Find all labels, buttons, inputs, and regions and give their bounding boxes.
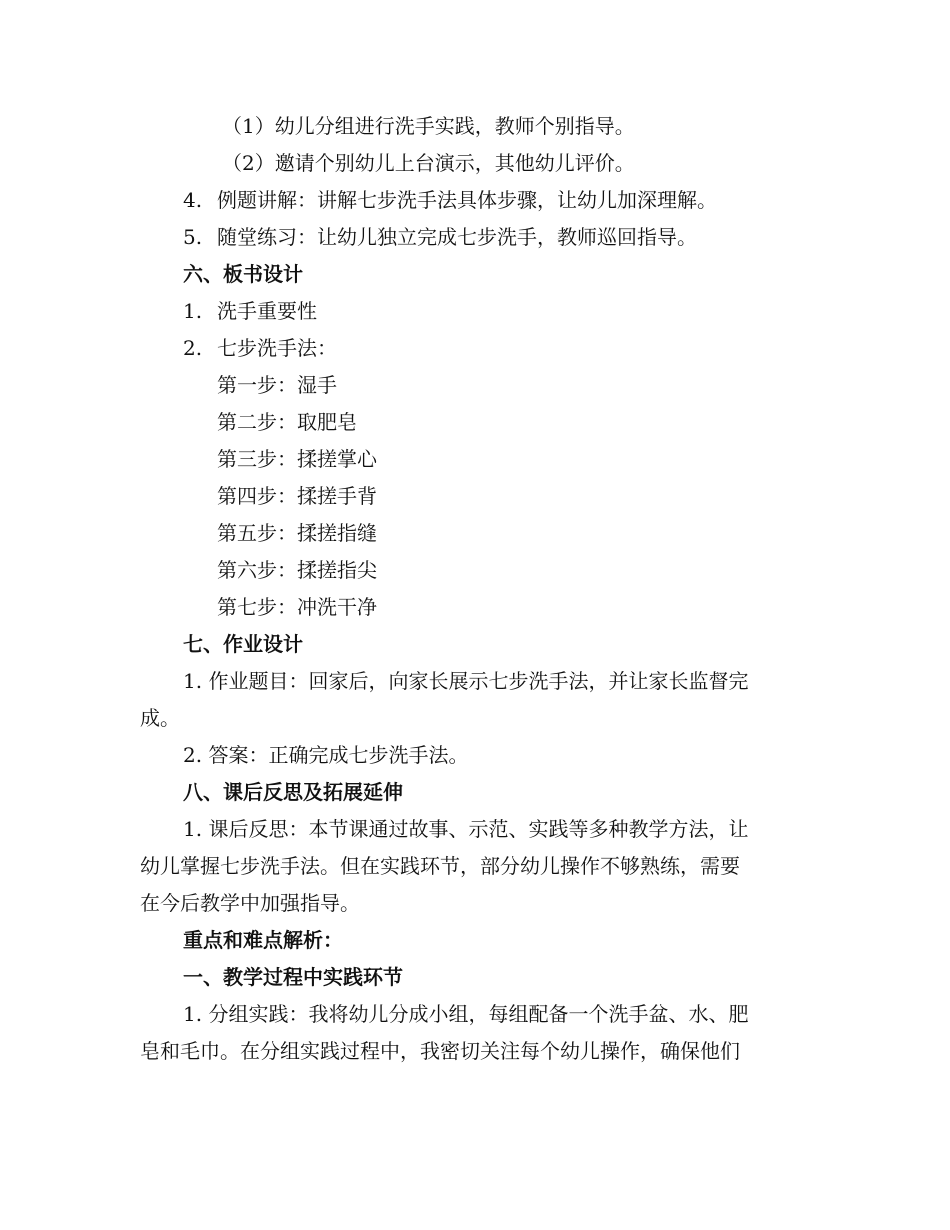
section-heading-8: 八、课后反思及拓展延伸 [183,780,403,804]
homework-answer: 2. 答案：正确完成七步洗手法。 [183,743,469,767]
homework-line-1: 1. 作业题目：回家后，向家长展示七步洗手法，并让家长监督完 [183,669,749,693]
step-line: 第四步：揉搓手背 [217,484,377,508]
board-item-1 [183,299,950,323]
section-heading-6: 六、板书设计 [183,262,303,286]
analysis-subheading: 一、教学过程中实践环节 [183,965,403,989]
reflection-line-1: 1. 课后反思：本节课通过故事、示范、实践等多种教学方法，让 [183,817,749,841]
process-item-5 [183,225,950,249]
item-number: 4. [183,188,203,212]
analysis-heading: 重点和难点解析： [183,928,343,952]
item-text: 随堂练习：让幼儿独立完成七步洗手，教师巡回指导。 [217,225,697,249]
step-line: 第三步：揉搓掌心 [217,447,377,471]
analysis-para-line-1: 1. 分组实践：我将幼儿分成小组，每组配备一个洗手盆、水、肥 [183,1002,749,1026]
process-item-4 [183,188,950,212]
item-text: 洗手重要性 [217,299,317,323]
step-line: 第二步：取肥皂 [217,410,357,434]
item-text: 例题讲解：讲解七步洗手法具体步骤，让幼儿加深理解。 [217,188,717,212]
item-number: 2. [183,336,203,360]
item-number: 5. [183,225,203,249]
section-heading-7: 七、作业设计 [183,632,303,656]
practice-sub-1: （1）幼儿分组进行洗手实践，教师个别指导。 [222,114,635,138]
step-line: 第五步：揉搓指缝 [217,521,377,545]
reflection-line-2: 幼儿掌握七步洗手法。但在实践环节，部分幼儿操作不够熟练，需要 [140,854,740,878]
analysis-para-line-2: 皂和毛巾。在分组实践过程中，我密切关注每个幼儿操作，确保他们 [140,1039,740,1063]
board-item-2 [183,336,950,360]
step-line: 第六步：揉搓指尖 [217,558,377,582]
item-text: 七步洗手法： [217,336,337,360]
step-line: 第一步：湿手 [217,373,337,397]
practice-sub-2: （2）邀请个别幼儿上台演示，其他幼儿评价。 [222,151,635,175]
step-line: 第七步：冲洗干净 [217,595,377,619]
reflection-line-3: 在今后教学中加强指导。 [140,891,360,915]
item-number: 1. [183,299,203,323]
homework-line-2: 成。 [140,706,180,730]
